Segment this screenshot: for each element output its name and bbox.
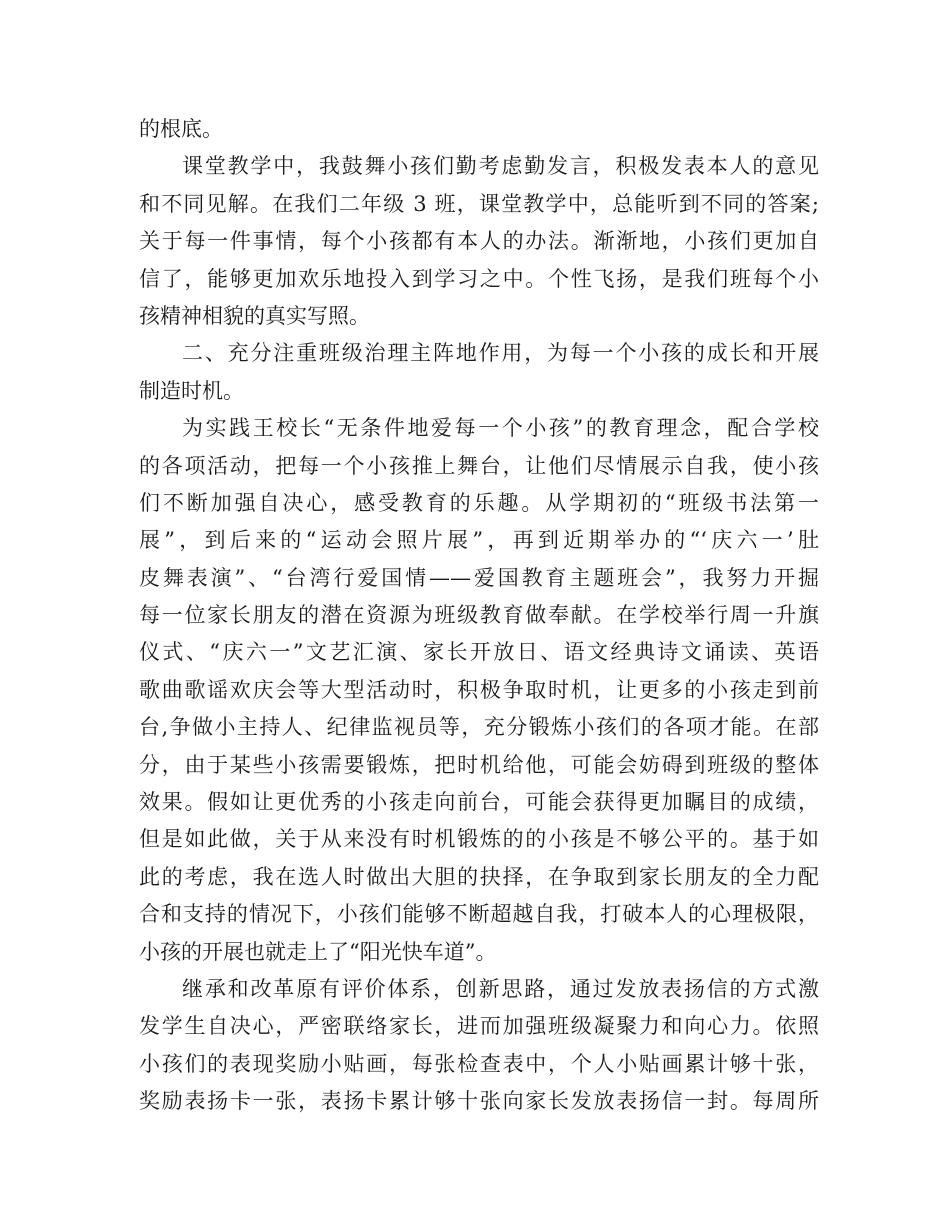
text-line: 孩精神相貌的真实写照。 xyxy=(139,303,370,328)
text-line: 台,争做小主持人、纪律监视员等，充分锻炼小孩们的各项才能。在部 xyxy=(139,715,819,740)
text-line: 信了，能够更加欢乐地投入到学习之中。个性飞扬，是我们班每个小 xyxy=(139,266,819,291)
text-line: 合和支持的情况下，小孩们能够不断超越自我，打破本人的心理极限， xyxy=(139,902,819,927)
text-line: 效果。假如让更优秀的小孩走向前台，可能会获得更加瞩目的成绩， xyxy=(139,790,819,815)
text-line: 关于每一件事情，每个小孩都有本人的办法。渐渐地，小孩们更加自 xyxy=(139,229,819,254)
text-line: 歌曲歌谣欢庆会等大型活动时，积极争取时机，让更多的小孩走到前 xyxy=(139,677,819,702)
paragraph-first-line: 课堂教学中，我鼓舞小孩们勤考虑勤发言，积极发表本人的意见 xyxy=(182,154,819,179)
paragraph-first-line: 继承和改革原有评价体系，创新思路，通过发放表扬信的方式激 xyxy=(182,976,819,1001)
text-line: 仪式、“庆六一”文艺汇演、家长开放日、语文经典诗文诵读、英语 xyxy=(139,640,819,665)
text-line: 此的考虑，我在选人时做出大胆的抉择，在争取到家长朋友的全力配 xyxy=(139,864,819,889)
text-line: 们不断加强自决心，感受教育的乐趣。从学期初的“班级书法第一 xyxy=(139,490,819,515)
section-heading-line: 制造时机。 xyxy=(139,378,244,403)
paragraph-first-line: 为实践王校长“无条件地爱每一个小孩”的教育理念，配合学校 xyxy=(182,416,819,441)
text-line: 的各项活动，把每一个小孩推上舞台，让他们尽情展示自我，使小孩 xyxy=(139,453,819,478)
document-body xyxy=(139,111,819,1121)
text-line: 分，由于某些小孩需要锻炼，把时机给他，可能会妨碍到班级的整体 xyxy=(139,752,819,777)
text-line: 的根底。 xyxy=(139,117,223,141)
text-line: 奖励表扬卡一张，表扬卡累计够十张向家长发放表扬信一封。每周所 xyxy=(139,1089,819,1114)
section-heading-line: 二、充分注重班级治理主阵地作用，为每一个小孩的成长和开展 xyxy=(182,341,819,366)
text-line: 但是如此做，关于从来没有时机锻炼的的小孩是不够公平的。基于如 xyxy=(139,827,819,852)
text-line: 展”，到后来的“运动会照片展”，再到近期举办的“‘庆六一’肚 xyxy=(139,528,819,553)
text-line: 小孩们的表现奖励小贴画，每张检查表中，个人小贴画累计够十张， xyxy=(139,1051,819,1076)
text-line: 小孩的开展也就走上了“阳光快车道”。 xyxy=(139,939,497,964)
text-line: 皮舞表演”、“台湾行爱国情——爱国教育主题班会”，我努力开掘 xyxy=(139,565,819,590)
text-line: 和不同见解。在我们二年级 3 班，课堂教学中，总能听到不同的答案; xyxy=(139,191,819,216)
text-line: 每一位家长朋友的潜在资源为班级教育做奉献。在学校举行周一升旗 xyxy=(139,603,819,628)
text-line: 发学生自决心，严密联络家长，进而加强班级凝聚力和向心力。依照 xyxy=(139,1014,819,1039)
